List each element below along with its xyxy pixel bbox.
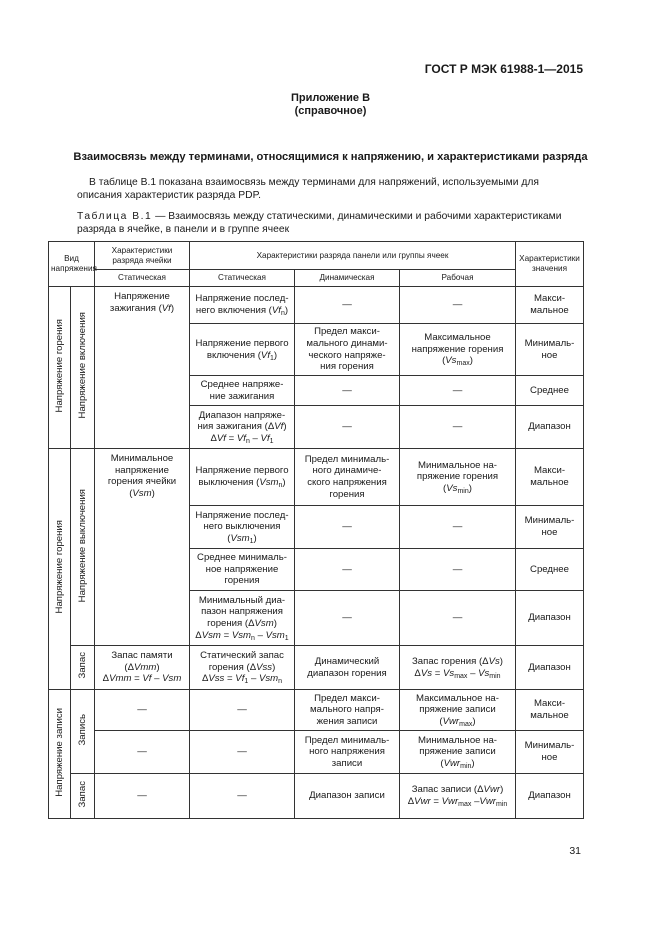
header-cell-char: Характеристики разряда ячейки (95, 242, 190, 270)
header-working: Рабочая (400, 270, 516, 287)
cell-static: Минимальное напряжение горения ячейки (Vsm) (95, 449, 190, 646)
panel-static: — (190, 731, 295, 774)
table-caption-text: — Взаимосвязь между статическими, динамическими и рабочими характеристиками разряда в ячейке, в панели и в группе ячеек (77, 211, 562, 235)
panel-static: Напряжение первого включения $(Vf_1)$ (190, 324, 295, 376)
cell-static: Напряжение зажигания (Vf) (95, 287, 190, 449)
char-value: Минималь- ное (516, 731, 584, 774)
table-row (49, 287, 584, 324)
panel-static: Напряжение первого выключения (Vsm$_n$) (190, 449, 295, 506)
table-row (49, 731, 584, 774)
panel-dynamic: — (295, 287, 400, 324)
panel-static: Среднее напряже- ние зажигания (190, 376, 295, 406)
header-static-panel: Статическая (190, 270, 295, 287)
panel-static: Напряжение послед- него включения $(Vf_n)$ (190, 287, 295, 324)
header-dynamic: Динамическая (295, 270, 400, 287)
panel-dynamic: Предел минималь- ного динамиче- ского напряжения горения (295, 449, 400, 506)
annex-title: Приложение В (290, 92, 371, 104)
panel-working: — (400, 376, 516, 406)
table-row (49, 646, 584, 690)
panel-working: Максимальное на- пряжение записи (Vwr$_{max}$) (400, 690, 516, 731)
header-kind: Вид напряжения (49, 242, 95, 287)
char-value: Макси- мальное (516, 287, 584, 324)
panel-dynamic: Предел макси- мального напря- жения записи (295, 690, 400, 731)
char-value: Среднее (516, 376, 584, 406)
table-caption-label: Таблица В.1 (77, 211, 153, 222)
panel-static: Минимальный диа- пазон напряжения горения (ΔVsm) ΔVsm = Vsm$_n$ – Vsm$_1$ (190, 591, 295, 646)
voltage-relationship-table (48, 241, 584, 819)
char-value: Диапазон (516, 406, 584, 449)
subgroup-label: Напряжение выключения (71, 449, 95, 646)
subgroup-label: Запись (71, 690, 95, 774)
char-value: Диапазон (516, 774, 584, 819)
panel-working: Минимальное на- пряжение горения $(Vs_{min})$ (400, 449, 516, 506)
panel-dynamic: — (295, 376, 400, 406)
page-number: 31 (569, 845, 581, 857)
panel-dynamic: — (295, 549, 400, 591)
char-value: Диапазон (516, 591, 584, 646)
panel-dynamic: Предел макси- мального динами- ческого напряже- ния горения (295, 324, 400, 376)
char-value: Минималь- ное (516, 324, 584, 376)
panel-working: — (400, 549, 516, 591)
panel-working: — (400, 506, 516, 549)
intro-paragraph: В таблице В.1 показана взаимосвязь между терминами для напряжений, используемыми для описания характеристик разряда PDP. (77, 177, 539, 201)
panel-working: Минимальное на- пряжение записи (Vwr$_{min}$) (400, 731, 516, 774)
group-label: Напряжение записи (49, 690, 71, 819)
panel-working: Запас горения (ΔVs) $\Delta Vs = Vs_{max} - Vs_{min}$ (400, 646, 516, 690)
panel-working: Максимальное напряжение горения $(Vs_{max})$ (400, 324, 516, 376)
panel-static: — (190, 690, 295, 731)
panel-static: Напряжение послед- него выключения (Vsm$_1$) (190, 506, 295, 549)
panel-dynamic: — (295, 406, 400, 449)
panel-dynamic: — (295, 591, 400, 646)
panel-static: Среднее минималь- ное напряжение горения (190, 549, 295, 591)
table-row (49, 690, 584, 731)
panel-static: Статический запас горения (ΔVss) $\Delta Vss = Vf_1 - Vsm_n$ (190, 646, 295, 690)
subgroup-label: Запас (71, 646, 95, 690)
header-static-cell: Статическая (95, 270, 190, 287)
table-caption (77, 210, 585, 236)
cell-static: — (95, 690, 190, 731)
header-char-value: Характеристики значения (516, 242, 584, 287)
panel-working: Запас записи (ΔVwr) ΔVwr = Vwr$_{max}$ –Vwr$_{min}$ (400, 774, 516, 819)
section-title: Взаимосвязь между терминами, относящимися к напряжению, и характеристиками разряда (73, 151, 588, 163)
char-value: Макси- мальное (516, 449, 584, 506)
annex-subtitle: (справочное) (294, 105, 367, 117)
panel-working: — (400, 591, 516, 646)
annex-heading (0, 92, 661, 118)
char-value: Диапазон (516, 646, 584, 690)
panel-dynamic: Динамический диапазон горения (295, 646, 400, 690)
panel-static: Диапазон напряже- ния зажигания (ΔVf) $\Delta Vf = Vf_n - Vf_1$ (190, 406, 295, 449)
table-row (49, 449, 584, 506)
subgroup-label: Напряжение включения (71, 287, 95, 449)
panel-static: — (190, 774, 295, 819)
header-panel-char: Характеристики разряда панели или группы ячеек (190, 242, 516, 270)
document-code: ГОСТ Р МЭК 61988-1—2015 (424, 62, 583, 76)
panel-working: — (400, 287, 516, 324)
group-label: Напряжение горения (49, 449, 71, 690)
cell-static: — (95, 731, 190, 774)
char-value: Среднее (516, 549, 584, 591)
subgroup-label: Запас (71, 774, 95, 819)
cell-static: Запас памяти (ΔVmm) ΔVmm = Vf – Vsm (95, 646, 190, 690)
panel-dynamic: — (295, 506, 400, 549)
cell-static: — (95, 774, 190, 819)
char-value: Макси- мальное (516, 690, 584, 731)
table-row (49, 774, 584, 819)
panel-dynamic: Диапазон записи (295, 774, 400, 819)
group-label: Напряжение горения (49, 287, 71, 449)
panel-dynamic: Предел минималь- ного напряжения записи (295, 731, 400, 774)
char-value: Минималь- ное (516, 506, 584, 549)
panel-working: — (400, 406, 516, 449)
